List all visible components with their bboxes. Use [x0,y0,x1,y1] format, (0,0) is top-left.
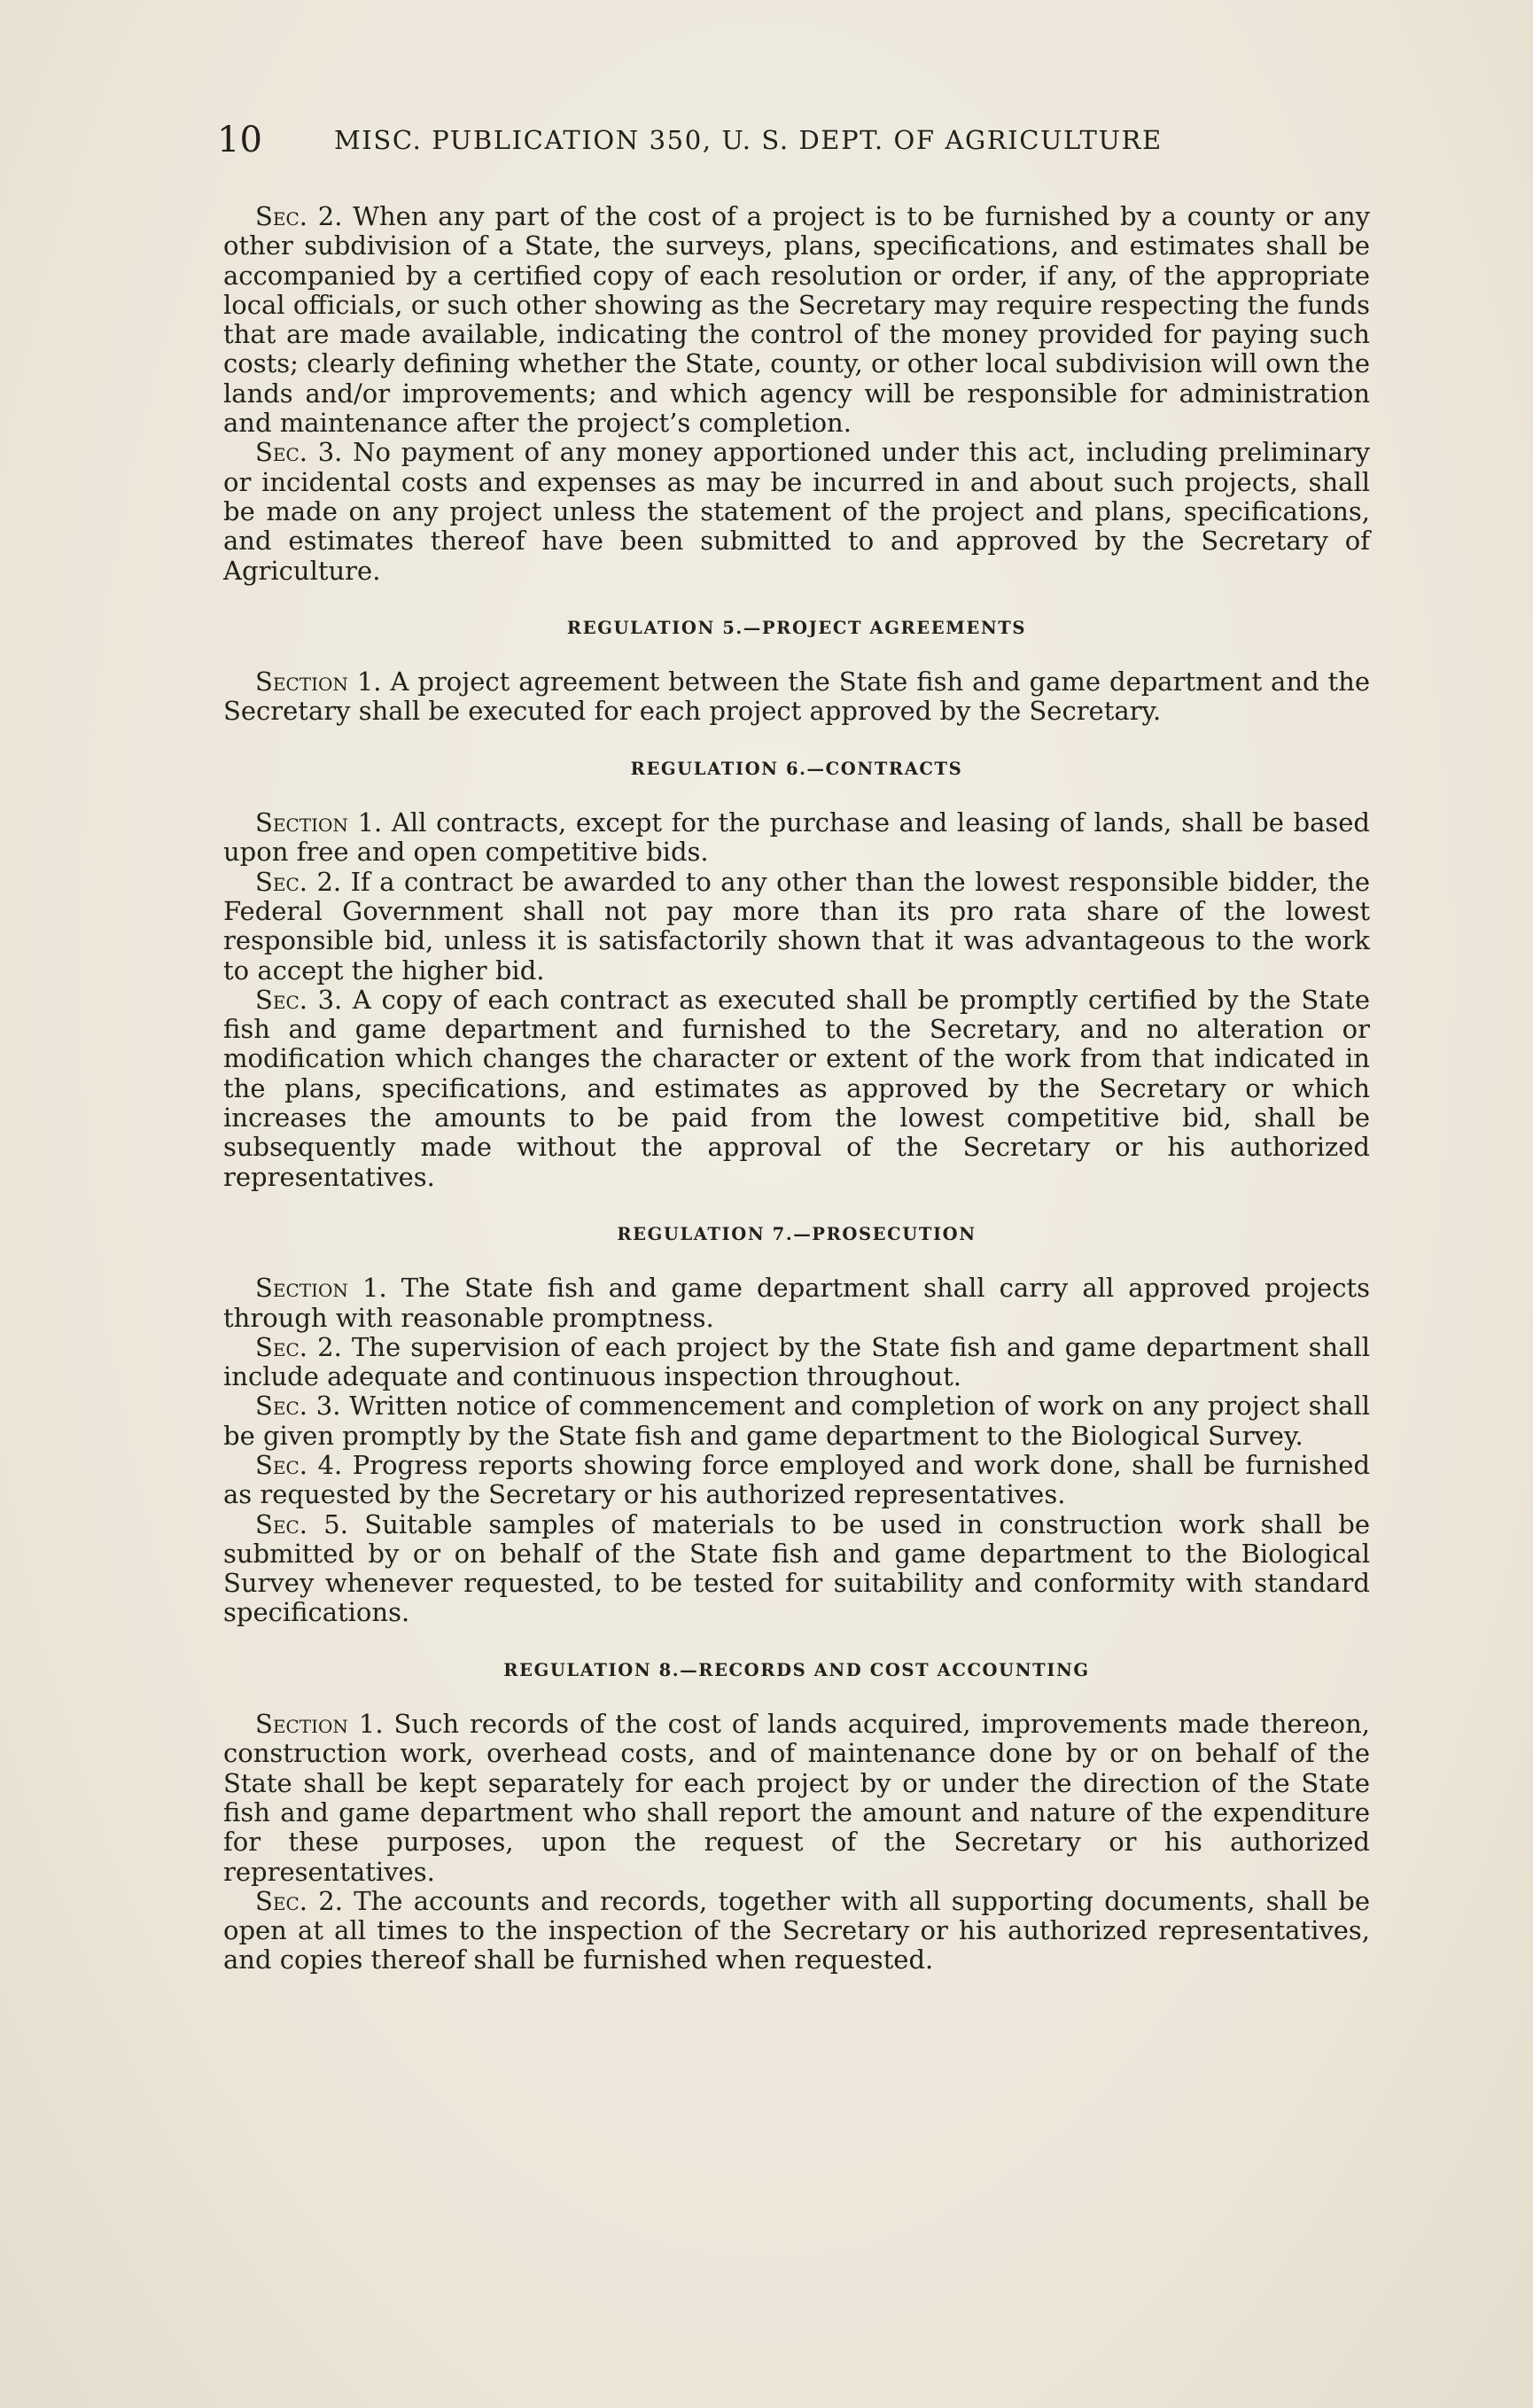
paragraph [223,1274,1370,1333]
paragraph [223,667,1370,727]
paragraph [223,1451,1370,1510]
paragraph [223,438,1370,585]
section-lead: Section 1. [255,807,383,838]
regulation-heading: REGULATION 5.—PROJECT AGREEMENTS [566,617,1027,638]
section-lead: Sec. 3. [255,1391,341,1422]
paragraph [223,202,1370,438]
paragraph-text: No payment of any money apportioned under this act, including preliminary or incidental costs and expenses as may be incurred in and about such projects, shall be made on any project unless the statement of the project and plans, specifications, and estimates thereof have been submitted to and approved by the Secretary of Agriculture. [223,437,1371,586]
paragraph [223,1887,1370,1975]
body-text [223,202,1370,1975]
running-title: MISC. PUBLICATION 350, U. S. DEPT. OF AGRICULTURE [334,125,1163,155]
paragraph-text: If a contract be awarded to any other than the lowest responsible bidder, the Federal Government shall not pay more than its pro rata share of the lowest responsible bid, unless it is satisfactorily shown that it was advantageous to the work to accept the higher bid. [223,866,1370,986]
section-lead: Sec. 2. [255,201,343,231]
section-lead: Sec. 3. [255,984,343,1015]
paragraph [223,1391,1370,1451]
section-lead: Sec. 2. [255,1331,342,1362]
section-lead: Sec. 3. [255,437,343,468]
paragraph-text: Such records of the cost of lands acquired, improvements made thereon, construction work, overhead costs, and of maintenance done by or on behalf of the State shall be kept separately for each project by or under the direction of the State fish and game department who shall report the amount and nature of the expenditure for these purposes, upon the request of the Secretary or his authorized representatives. [223,1709,1370,1887]
section-lead: Sec. 2. [255,866,342,897]
paragraph [223,1510,1370,1628]
section-lead: Section 1. [255,1709,384,1740]
paragraph-text: Suitable samples of materials to be used in construction work shall be submitted by or on behalf of the State fish and game department to the Biological Survey whenever requested, to be tested for suitability and conformity with standard specifications. [223,1508,1371,1628]
regulation-heading: REGULATION 7.—PROSECUTION [617,1223,977,1244]
section-lead: Section 1. [255,1273,387,1304]
regulation-heading: REGULATION 6.—CONTRACTS [630,758,963,779]
paragraph-text: All contracts, except for the purchase and leasing of lands, shall be based upon free and open competitive bids. [223,807,1370,868]
section-lead: Sec. 4. [255,1449,343,1480]
paragraph [223,1710,1370,1887]
paragraph [223,986,1370,1192]
section-lead: Section 1. [255,666,382,697]
paragraph-text: The accounts and records, together with all supporting documents, shall be open at all times to the inspection of the Secretary or his authorized representatives, and copies thereof shall be furnished when requested. [223,1885,1371,1975]
paragraph [223,868,1370,986]
page-header [217,118,1263,162]
paragraph-text: The State fish and game department shall carry all approved projects through with reasonable promptness. [223,1273,1371,1333]
paragraph-text: When any part of the cost of a project is to be furnished by a county or any other subdivision of a State, the surveys, plans, specifications, and estimates shall be accompanied by a certified copy of each resolution or order, if any, of the appropriate local officials, or such other showing as the Secretary may require respecting the funds that are made available, indicating the control of the money provided for paying such costs; clearly defining whether the State, county, or other local subdivision will own the lands and/or improvements; and which agency will be responsible for administration and maintenance after the project’s completion. [223,201,1371,439]
paragraph [223,808,1370,868]
paragraph-text: Progress reports showing force employed and work done, shall be furnished as requested by the Secretary or his authorized representatives. [223,1449,1371,1510]
paragraph [223,1333,1370,1392]
section-lead: Sec. 5. [255,1508,348,1539]
paragraph-text: A project agreement between the State fish and game department and the Secretary shall be executed for each project approved by the Secretary. [223,666,1370,727]
section-lead: Sec. 2. [255,1885,343,1916]
paragraph-text: A copy of each contract as executed shall be promptly certified by the State fish and game department and furnished to the Secretary, and no alteration or modification which changes the character or extent of the work from that indicated in the plans, specifications, and estimates as approved by the Secretary or which increases the amounts to be paid from the lowest competitive bid, shall be subsequently made without the approval of the Secretary or his authorized representatives. [223,984,1370,1192]
paragraph-text: Written notice of commencement and completion of work on any project shall be given promptly by the State fish and game department to the Biological Survey. [223,1391,1370,1451]
page-number: 10 [217,120,262,160]
paragraph-text: The supervision of each project by the State fish and game department shall include adequate and continuous inspection throughout. [223,1331,1371,1392]
regulation-heading: REGULATION 8.—RECORDS AND COST ACCOUNTING [503,1659,1090,1680]
